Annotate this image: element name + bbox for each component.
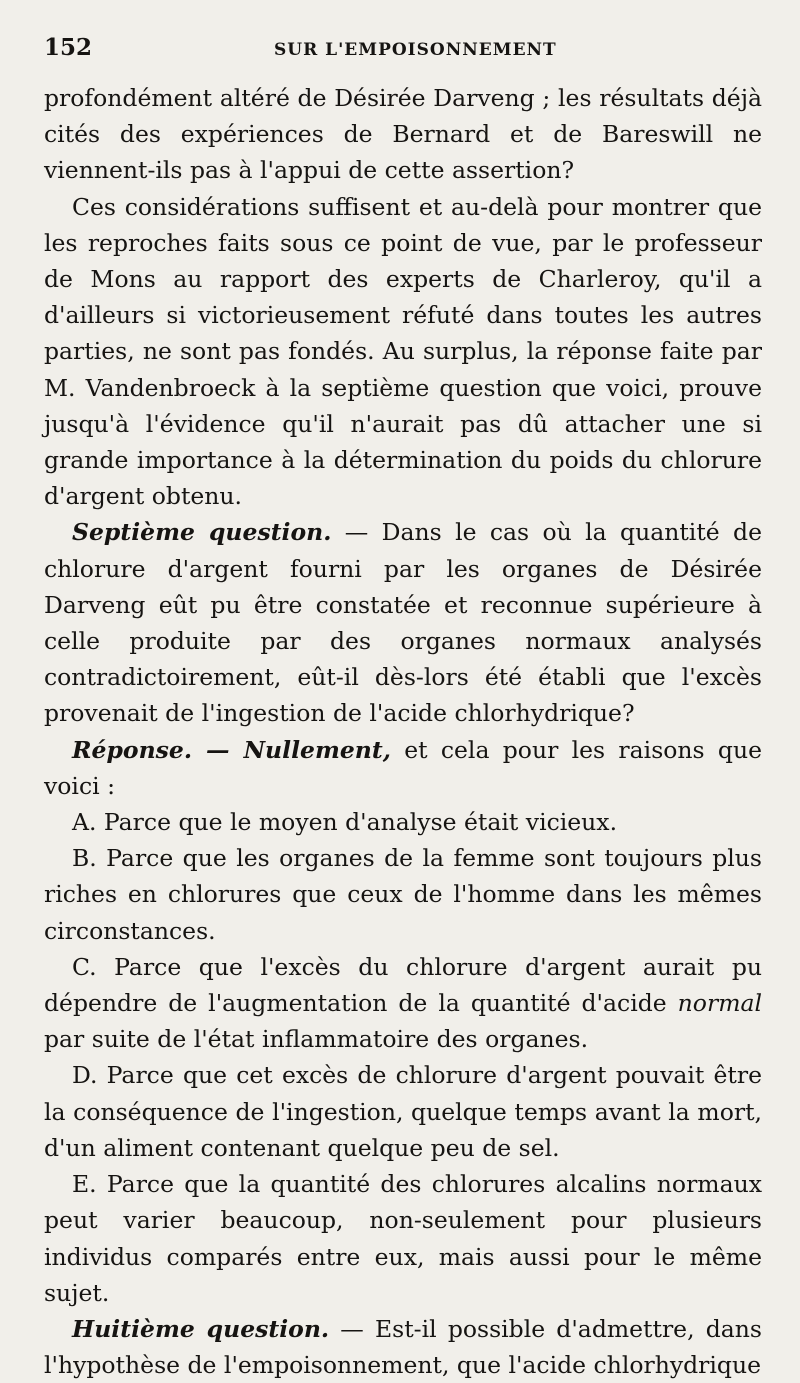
question-8-label: Huitième question. bbox=[72, 1314, 330, 1343]
reason-e: E. Parce que la quantité des chlorures alcalins normaux peut varier beaucoup, non-seulement pour plusieurs individus comparés entre eux, mais aussi pour le même sujet. bbox=[44, 1170, 762, 1307]
reason-b: B. Parce que les organes de la femme sont toujours plus riches en chlorures que ceux de l'homme dans les mêmes circonstances. bbox=[44, 844, 762, 945]
reason-d: D. Parce que cet excès de chlorure d'argent pouvait être la conséquence de l'ingestion, quelque temps avant la mort, d'un aliment contenant quelque peu de sel. bbox=[44, 1061, 762, 1162]
page-body bbox=[44, 80, 762, 1383]
page-number: 152 bbox=[44, 34, 93, 61]
reason-c-before: C. Parce que l'excès du chlorure d'argent aurait pu dépendre de l'augmentation de la quantité d'acide bbox=[44, 952, 762, 1018]
reponse-text: et cela pour les raisons que voici : bbox=[44, 735, 762, 800]
question-7-text: — Dans le cas où la quantité de chlorure d'argent fourni par les organes de Désirée Darveng eût pu être constatée et reconnue supérieure à celle produite par des organes normaux analysés contradictoirement, eût-il dès-lors été établi que l'excès provenait de l'ingestion de l'acide chlorhydrique? bbox=[44, 518, 762, 728]
question-8-text: — Est-il possible d'admettre, dans l'hypothèse de l'empoisonnement, que l'acide chlorhydrique bbox=[44, 1314, 762, 1380]
paragraph-question-8 bbox=[44, 1311, 762, 1383]
reason-c-emphasis: normal bbox=[677, 989, 762, 1018]
paragraph-considerations: Ces considérations suffisent et au-delà pour montrer que les reproches faits sous ce point de vue, par le professeur de Mons au rapport des experts de Charleroy, qu'il a d'ailleurs si victorieusement réfuté dans toutes les autres parties, ne sont pas fondés. Au surplus, la réponse faite par M. Vandenbroeck à la septième question que voici, prouve jusqu'à l'évidence qu'il n'aurait pas dû attacher une si grande importance à la détermination du poids du chlorure d'argent obtenu. bbox=[44, 192, 762, 511]
running-title: SUR L'EMPOISONNEMENT bbox=[274, 40, 557, 60]
reponse-label: Réponse. — Nullement, bbox=[72, 735, 391, 764]
page-header bbox=[44, 34, 762, 80]
paragraph-continuation: profondément altéré de Désirée Darveng ; les résultats déjà cités des expériences de Bernard et de Bareswill ne viennent-ils pas à l'appui de cette assertion? bbox=[44, 84, 762, 185]
reason-a: A. Parce que le moyen d'analyse était vicieux. bbox=[72, 808, 618, 837]
reason-c bbox=[44, 949, 762, 1058]
reason-c-after: par suite de l'état inflammatoire des organes. bbox=[44, 1025, 589, 1054]
paragraph-reponse bbox=[44, 732, 762, 804]
question-7-label: Septième question. bbox=[72, 518, 332, 547]
paragraph-question-7 bbox=[44, 514, 762, 731]
